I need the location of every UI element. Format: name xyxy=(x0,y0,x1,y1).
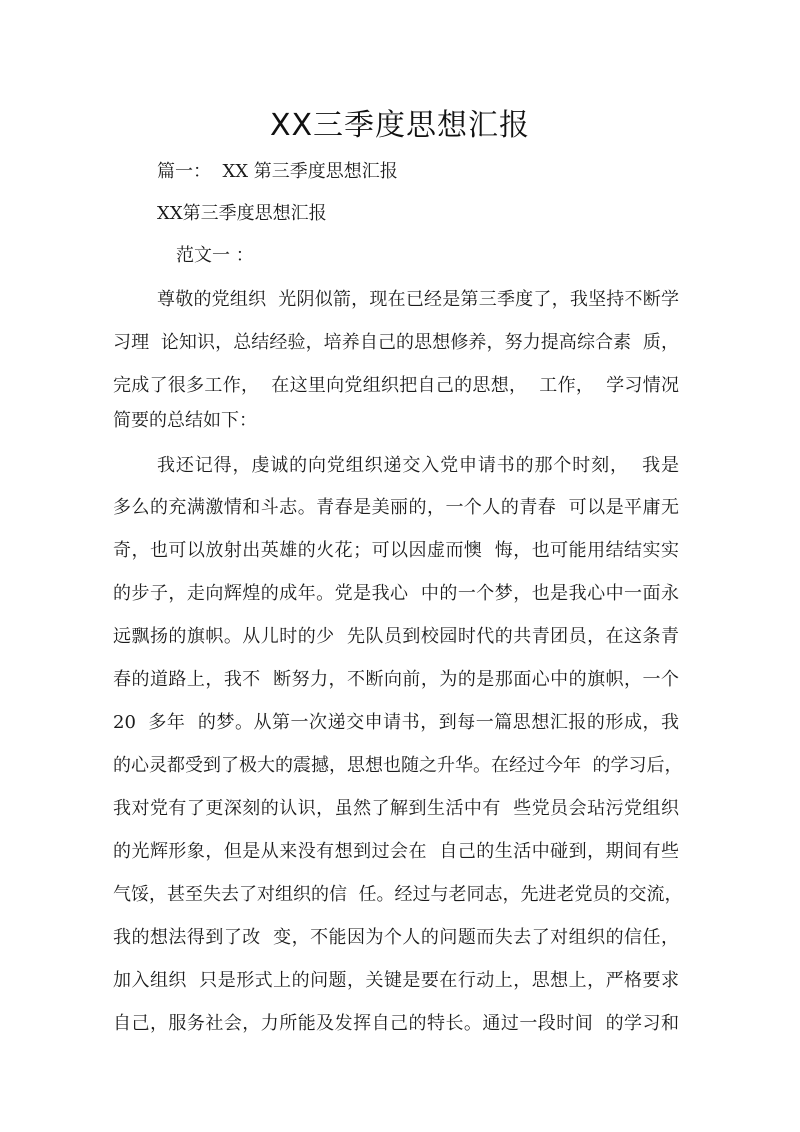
body-line: 习理 论知识，总结经验，培养自己的思想修养，努力提高综合素 质， xyxy=(113,332,679,353)
body-line: 奇，也可以放射出英雄的火花；可以因虚而懊 悔，也可能用结结实实 xyxy=(113,540,679,561)
document-title: XX三季度思想汇报 xyxy=(269,108,531,143)
subheading: XX第三季度思想汇报 xyxy=(157,203,327,224)
body-line: 多么的充满激情和斗志。青春是美丽的，一个人的青春 可以是平庸无 xyxy=(113,497,679,518)
body-line: 我的想法得到了改 变，不能因为个人的问题而失去了对组织的信任， xyxy=(113,927,679,948)
heading-part: 篇一： XX 第三季度思想汇报 xyxy=(157,161,398,182)
body-line: 20 多年 的梦。从第一次递交申请书，到每一篇思想汇报的形成，我 xyxy=(113,712,679,733)
body-line: 远飘扬的旗帜。从儿时的少 先队员到校园时代的共青团员，在这条青 xyxy=(113,626,679,647)
body-line: 简要的总结如下： xyxy=(113,410,257,431)
body-line: 加入组织 只是形式上的问题，关键是要在行动上，思想上，严格要求 xyxy=(113,970,679,991)
body-line: 我还记得，虔诚的向党组织递交入党申请书的那个时刻， 我是 xyxy=(157,455,679,476)
body-line: 我对党有了更深刻的认识，虽然了解到生活中有 些党员会玷污党组织 xyxy=(113,798,679,819)
body-line: 春的道路上，我不 断努力，不断向前，为的是那面心中的旗帜，一个 xyxy=(113,669,679,690)
sample-label: 范文一 ： xyxy=(176,245,254,266)
body-line: 的步子，走向辉煌的成年。党是我心 中的一个梦，也是我心中一面永 xyxy=(113,583,679,604)
body-line: 自己，服务社会，力所能及发挥自己的特长。通过一段时间 的学习和 xyxy=(113,1013,679,1034)
body-line: 气馁，甚至失去了对组织的信 任。经过与老同志，先进老党员的交流， xyxy=(113,884,683,905)
body-line: 完成了很多工作， 在这里向党组织把自己的思想， 工作， 学习情况 xyxy=(113,375,679,396)
body-line: 的光辉形象，但是从来没有想到过会在 自己的生活中碰到，期间有些 xyxy=(113,841,679,862)
body-line: 尊敬的党组织 光阴似箭，现在已经是第三季度了，我坚持不断学 xyxy=(157,289,679,310)
body-line: 的心灵都受到了极大的震撼，思想也随之升华。在经过今年 的学习后， xyxy=(113,755,683,776)
